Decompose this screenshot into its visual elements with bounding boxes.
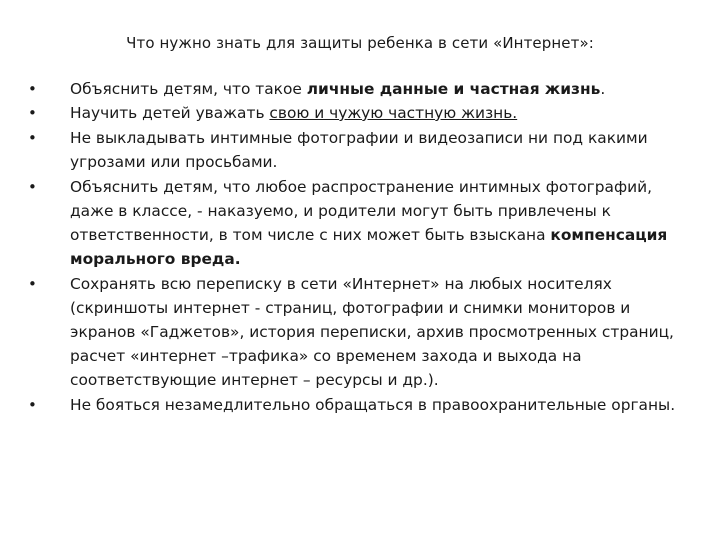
bullet-item-save-correspondence bbox=[28, 272, 698, 392]
bullet-icon: • bbox=[28, 275, 37, 293]
bullet-item-personal-data bbox=[28, 77, 698, 101]
bullet-text-after: . bbox=[600, 80, 606, 98]
bullet-icon: • bbox=[28, 129, 37, 147]
bullet-emphasis: свою и чужую частную жизнь. bbox=[269, 104, 518, 122]
bullet-item-liability bbox=[28, 175, 698, 271]
bullet-icon: • bbox=[28, 396, 37, 414]
bullet-text: Не бояться незамедлительно обращаться в правоохранительные органы. bbox=[70, 396, 676, 414]
bullet-item-no-intimate-photos bbox=[28, 126, 698, 174]
bullet-item-respect-privacy bbox=[28, 101, 698, 125]
bullet-item-contact-police bbox=[28, 393, 698, 417]
bullet-text: Не выкладывать интимные фотографии и видеозаписи ни под какими угрозами или просьбами. bbox=[70, 129, 648, 171]
bullet-emphasis: личные данные и частная жизнь bbox=[306, 80, 601, 98]
bullet-text: Объяснить детям, что любое распространение интимных фотографий, даже в классе, - наказуемо, и родители могут быть привлечены к ответственности, в том числе с них может быть взыскана bbox=[70, 178, 653, 244]
bullet-text: Научить детей уважать bbox=[70, 104, 270, 122]
bullet-icon: • bbox=[28, 178, 37, 196]
bullet-icon: • bbox=[28, 80, 37, 98]
bullet-text: Объяснить детям, что такое bbox=[70, 80, 307, 98]
bullet-list bbox=[28, 77, 698, 417]
slide-title: Что нужно знать для защиты ребенка в сети «Интернет»: bbox=[126, 34, 594, 52]
bullet-icon: • bbox=[28, 104, 37, 122]
bullet-emphasis: компенсация морального вреда. bbox=[70, 226, 668, 268]
bullet-text: Сохранять всю переписку в сети «Интернет» на любых носителях (скриншоты интернет - страниц, фотографии и снимки мониторов и экранов «Гаджетов», история переписки, архив просмотренных страниц, расчет «интернет –трафика» со временем захода и выхода на соответствующие интернет – ресурсы и др.). bbox=[70, 275, 674, 389]
